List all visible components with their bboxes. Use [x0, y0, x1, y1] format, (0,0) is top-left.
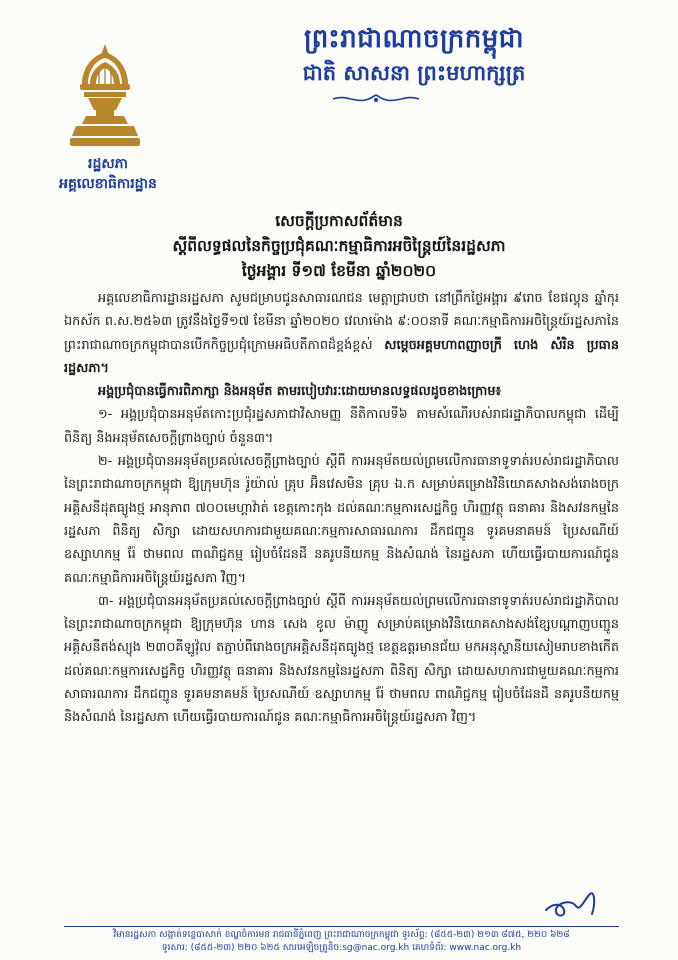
kingdom-title: ព្រះរាជាណាចក្រកម្ពុជា: [304, 24, 524, 54]
intro-text: អគ្គលេខាធិការដ្ឋានរដ្ឋសភា សូមជម្រាបជូនសាធារណជន មេត្តាជ្រាបថា នៅព្រឹកថ្ងៃអង្គារ ៩រោច ខែផល្គុន ឆ្នាំកុរ ឯកស័ក ព.ស.២៥៦៣ ត្រូវនឹងថ្ងៃទី១៧ ខែមីនា ឆ្នាំ២០២០ វេលាម៉ោង ៩:០០នាទី គណៈកម្មាធិការអចិន្ត្រៃយ៍រដ្ឋសភានៃព្រះរាជាណាចក្រកម្ពុជាបានបើកកិច្ចប្រជុំក្រោមអធិបតីភាពដ៏ខ្ពង់ខ្ពស់: [64, 291, 619, 353]
footer-divider: [64, 926, 619, 927]
national-assembly-emblem: [66, 38, 144, 153]
org-line-assembly: រដ្ឋសភា: [88, 156, 128, 172]
intro-paragraph: [64, 287, 619, 380]
item-1-paragraph: ១- អង្គប្រជុំបានអនុម័តកោះប្រជុំរដ្ឋសភាជាវិសាមញ្ញ នីតិកាលទី៦ តាមសំណើរបស់រាជរដ្ឋាភិបាលកម្ពុជា ដើម្បីពិនិត្យ និងអនុម័តសេចក្តីព្រាងច្បាប់ ចំនួន៣។: [64, 407, 619, 446]
organization-name: [28, 154, 188, 194]
footer-contact: [64, 929, 619, 955]
item-3-paragraph: ៣- អង្គប្រជុំបានអនុម័តប្រគល់សេចក្តីព្រាងច្បាប់ ស្តីពី ការអនុម័តយល់ព្រមលើការធានាទូទាត់របស់រាជរដ្ឋាភិបាលនៃព្រះរាជាណាចក្រកម្ពុជា ឱ្យក្រុមហ៊ុន ហាន សេង ខូល ម៉ាញូ សម្រាប់គម្រោងវិនិយោគសាងសង់ខ្សែបណ្តាញបញ្ជូនអគ្គិសនីតង់ស្យុង ២៣០គីឡូវ៉ុល តភ្ជាប់ពីរោងចក្រអគ្គិសនីដុតធ្យូងថ្ម ខេត្តឧត្តរមានជ័យ មកអនុស្ថានីយសៀមរាបខាងកើត ដល់គណៈកម្មការសេដ្ឋកិច្ច ហិរញ្ញវត្ថុ ធនាគារ និងសវនកម្មនៃរដ្ឋសភា ពិនិត្យ សិក្សា ដោយសហការជាមួយគណៈកម្មការសាធារណការ ដឹកជញ្ជូន ទូរគមនាគមន៍ ប្រៃសណីយ៍ ឧស្សាហកម្ម រ៉ែ ថាមពល ពាណិជ្ជកម្ម រៀបចំដែនដី នគរូបនីយកម្ម និងសំណង់ នៃរដ្ឋសភា ហើយធ្វើរបាយការណ៍ជូន គណៈកម្មាធិការអចិន្ត្រៃយ៍រដ្ឋសភា វិញ។: [64, 593, 619, 726]
title-line-3: ថ្ងៃអង្គារ ទី១៧ ខែមីនា ឆ្នាំ២០២០: [241, 261, 437, 280]
footer-address: វិមានរដ្ឋសភា សង្កាត់ទន្លេបាសាក់ ខណ្ឌចំការមន រាជធានីភ្នំពេញ ព្រះរាជាណាចក្រកម្ពុជា ទូរស័ព្ទ: (៨៥៥-២៣) ២១៣ ៨៧៥, ២២០ ៦២៨: [113, 930, 570, 940]
summary-paragraph: អង្គប្រជុំបានធ្វើការពិភាក្សា និងអនុម័ត តាមរបៀបវារៈដោយមានលទ្ធផលដូចខាងក្រោម៖: [98, 384, 502, 400]
ornament-divider-icon: [331, 92, 421, 106]
document-body: [64, 287, 619, 730]
intro-bold-text: សម្តេចអគ្គមហាពញាចក្រី ហេង សំរិន ប្រធានរដ្ឋសភា។: [64, 337, 619, 376]
signature-mark: [540, 880, 610, 925]
footer-fax-email-web: ទូរសារ: (៨៥៥-២៣) ២២០ ៦២៥ សារអេឡិចត្រូនិច:sg@nac.org.kh គេហទំព័រ: www.nac.org.kh: [161, 943, 522, 953]
document-title: [0, 208, 678, 283]
title-line-1: សេចក្តីប្រកាសព័ត៌មាន: [275, 211, 403, 230]
title-line-2: ស្តីពីលទ្ធផលនៃកិច្ចប្រជុំគណៈកម្មាធិការអចិន្ត្រៃយ៍នៃរដ្ឋសភា: [172, 236, 506, 255]
item-2-paragraph: ២- អង្គប្រជុំបានអនុម័តប្រគល់សេចក្តីព្រាងច្បាប់ ស្តីពី ការអនុម័តយល់ព្រមលើការធានាទូទាត់របស់រាជរដ្ឋាភិបាលនៃព្រះរាជាណាចក្រកម្ពុជា ឱ្យក្រុមហ៊ុន រ៉ូយ៉ាល់ គ្រុប អ៊ិនវេសមិន គ្រុប ឯ.ក សម្រាប់គម្រោងវិនិយោគសាងសង់រោងចក្រអគ្គិសនីដុតធ្យូងថ្ម អានុភាព ៧០០មេហ្គាវ៉ាត់ ខេត្តកោះកុង ដល់គណៈកម្មការសេដ្ឋកិច្ច ហិរញ្ញវត្ថុ ធនាគារ និងសវនកម្មនៃរដ្ឋសភា ពិនិត្យ សិក្សា ដោយសហការជាមួយគណៈកម្មការសាធារណការ ដឹកជញ្ជូន ទូរគមនាគមន៍ ប្រៃសណីយ៍ ឧស្សាហកម្ម រ៉ែ ថាមពល ពាណិជ្ជកម្ម រៀបចំដែនដី នគរូបនីយកម្ម និងសំណង់ នៃរដ្ឋសភា ហើយធ្វើរបាយការណ៍ជូន គណៈកម្មាធិការអចិន្ត្រៃយ៍រដ្ឋសភា វិញ។: [64, 454, 619, 586]
org-line-secretariat: អគ្គលេខាធិការដ្ឋាន: [59, 176, 157, 192]
national-motto: ជាតិ សាសនា ព្រះមហាក្សត្រ: [302, 60, 526, 85]
